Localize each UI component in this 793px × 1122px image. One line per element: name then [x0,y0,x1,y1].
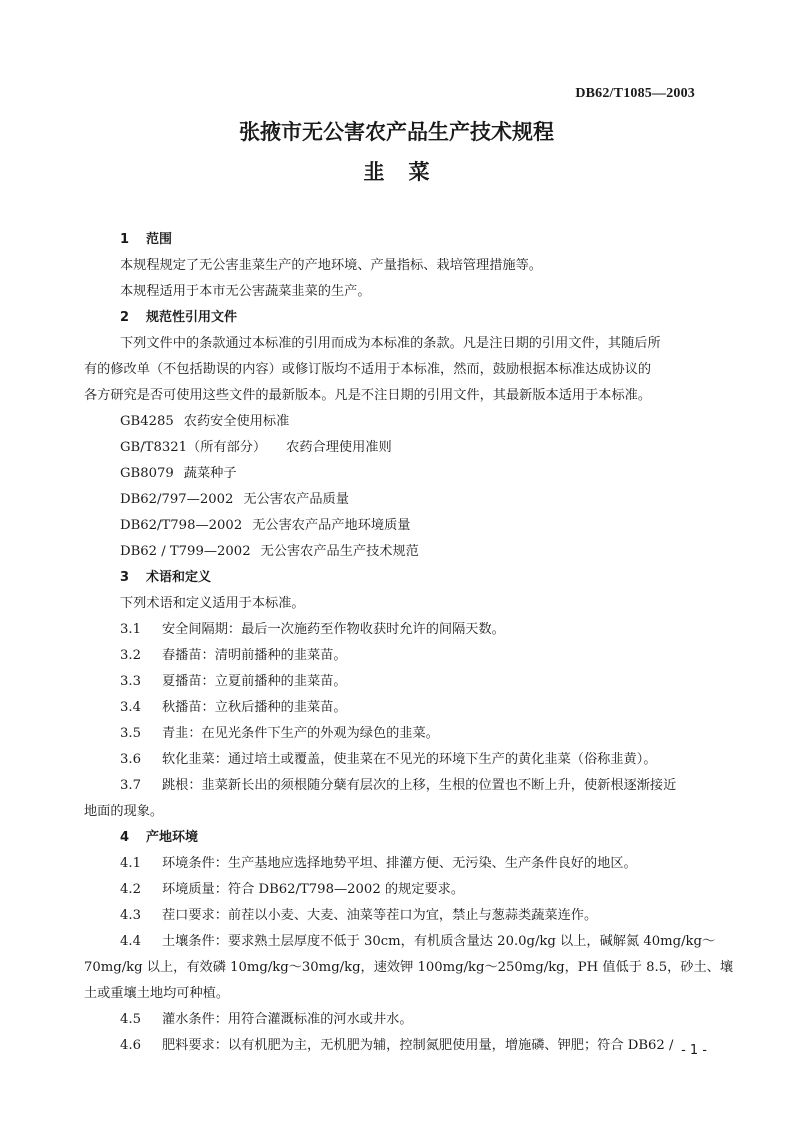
clause-item [84,929,716,955]
definition-item [84,669,712,695]
paragraph: 下列术语和定义适用于本标准。 [120,596,305,611]
item-text: 肥料要求：以有机肥为主，无机肥为辅，控制氮肥使用量，增施磷、钾肥；符合 DB62 / [162,1038,674,1053]
section-number: 4 [120,830,130,845]
item-number: 4.1 [120,856,141,871]
reference-name: 农药安全使用标准 [183,414,290,429]
section-heading-4 [84,825,712,851]
paragraph-line: 土或重壤土地均可种植。 [84,986,230,1001]
section-title: 产地环境 [146,830,199,845]
standard-code: DB62/T1085—2003 [575,86,695,101]
reference-code: DB62 / T799—2002 [120,544,251,559]
item-text: 软化韭菜：通过培土或覆盖，使韭菜在不见光的环境下生产的黄化韭菜（俗称韭黄）。 [162,752,657,767]
item-number: 4.5 [120,1012,141,1027]
section-heading-3 [84,565,712,591]
item-number: 4.2 [120,882,141,897]
item-number: 3.2 [120,648,141,663]
reference-item [84,539,712,565]
item-text: 茬口要求：前茬以小麦、大麦、油菜等茬口为宜，禁止与葱蒜类蔬菜连作。 [162,908,598,923]
item-number: 4.6 [120,1038,141,1053]
item-number: 3.1 [120,622,141,637]
paragraph-line: 70mg/kg 以上，有效磷 10mg/kg～30mg/kg，速效钾 100mg/kg～250mg/kg，PH 值低于 8.5，砂土、壤 [84,960,734,975]
item-number: 3.3 [120,674,141,689]
paragraph-line: 地面的现象。 [84,804,164,819]
item-text: 夏播苗：立夏前播种的韭菜苗。 [162,674,347,689]
section-title: 规范性引用文件 [146,310,238,325]
reference-item [84,487,712,513]
definition-item [84,721,712,747]
page-number: - 1 - [681,1043,707,1058]
reference-code: DB62/797—2002 [120,492,234,507]
definition-item [84,643,712,669]
section-heading-1 [84,227,712,253]
definition-item [84,747,712,773]
clause-item [84,903,712,929]
reference-code: GB4285 [120,414,174,429]
paragraph-line: 下列文件中的条款通过本标准的引用而成为本标准的条款。凡是注日期的引用文件，其随后所 [120,336,661,351]
reference-code: GB8079 [120,466,174,481]
reference-item [84,409,712,435]
item-text: 青韭：在见光条件下生产的外观为绿色的韭菜。 [162,726,439,741]
reference-name: 无公害农产品生产技术规范 [260,544,419,559]
document-title: 张掖市无公害农产品生产技术规程 [239,119,554,144]
definition-item [84,695,712,721]
item-number: 3.4 [120,700,141,715]
section-number: 1 [120,232,130,247]
paragraph-line: 有的修改单（不包括勘误的内容）或修订版均不适用于本标准，然而，鼓励根据本标准达成协议的 [84,362,652,377]
section-number: 3 [120,570,130,585]
paragraph-line: 各方研究是否可使用这些文件的最新版本。凡是不注日期的引用文件，其最新版本适用于本标准。 [84,388,652,403]
section-heading-2 [84,305,712,331]
item-number: 3.7 [120,778,141,793]
clause-item [84,1007,712,1033]
reference-item [84,435,712,461]
item-text: 环境质量：符合 DB62/T798—2002 的规定要求。 [162,882,465,897]
reference-item [84,513,712,539]
item-number: 3.5 [120,726,141,741]
item-text: 秋播苗：立秋后播种的韭菜苗。 [162,700,347,715]
document-body [84,227,734,1059]
definition-item [84,617,712,643]
paragraph: 本规程规定了无公害韭菜生产的产地环境、产量指标、栽培管理措施等。 [120,258,542,273]
item-text: 春播苗：清明前播种的韭菜苗。 [162,648,347,663]
reference-name: 农药合理使用准则 [286,440,392,455]
item-text: 灌水条件：用符合灌溉标准的河水或井水。 [162,1012,413,1027]
clause-item [84,851,712,877]
reference-name: 无公害农产品产地环境质量 [252,518,411,533]
item-number: 4.4 [120,934,141,949]
clause-item [84,1033,712,1059]
paragraph: 本规程适用于本市无公害蔬菜韭菜的生产。 [120,284,371,299]
reference-item [84,461,712,487]
reference-name: 无公害农产品质量 [243,492,349,507]
section-title: 范围 [146,232,173,247]
item-text: 土壤条件：要求熟土层厚度不低于 30cm，有机质含量达 20.0g/kg 以上，碱解氮 40mg/kg～ [162,934,716,949]
reference-name: 蔬菜种子 [183,466,237,481]
reference-code: DB62/T798—2002 [120,518,243,533]
item-text: 环境条件：生产基地应选择地势平坦、排灌方便、无污染、生产条件良好的地区。 [162,856,637,871]
item-text: 安全间隔期：最后一次施药至作物收获时允许的间隔天数。 [162,622,505,637]
definition-item [84,773,712,799]
clause-item [84,877,712,903]
item-text: 跳根：韭菜新长出的须根随分蘖有层次的上移，生根的位置也不断上升，使新根逐渐接近 [162,778,677,793]
item-number: 3.6 [120,752,141,767]
section-number: 2 [120,310,130,325]
section-title: 术语和定义 [146,570,212,585]
document-subtitle: 韭菜 [363,159,454,184]
reference-code: GB/T8321（所有部分） [120,440,267,455]
item-number: 4.3 [120,908,141,923]
